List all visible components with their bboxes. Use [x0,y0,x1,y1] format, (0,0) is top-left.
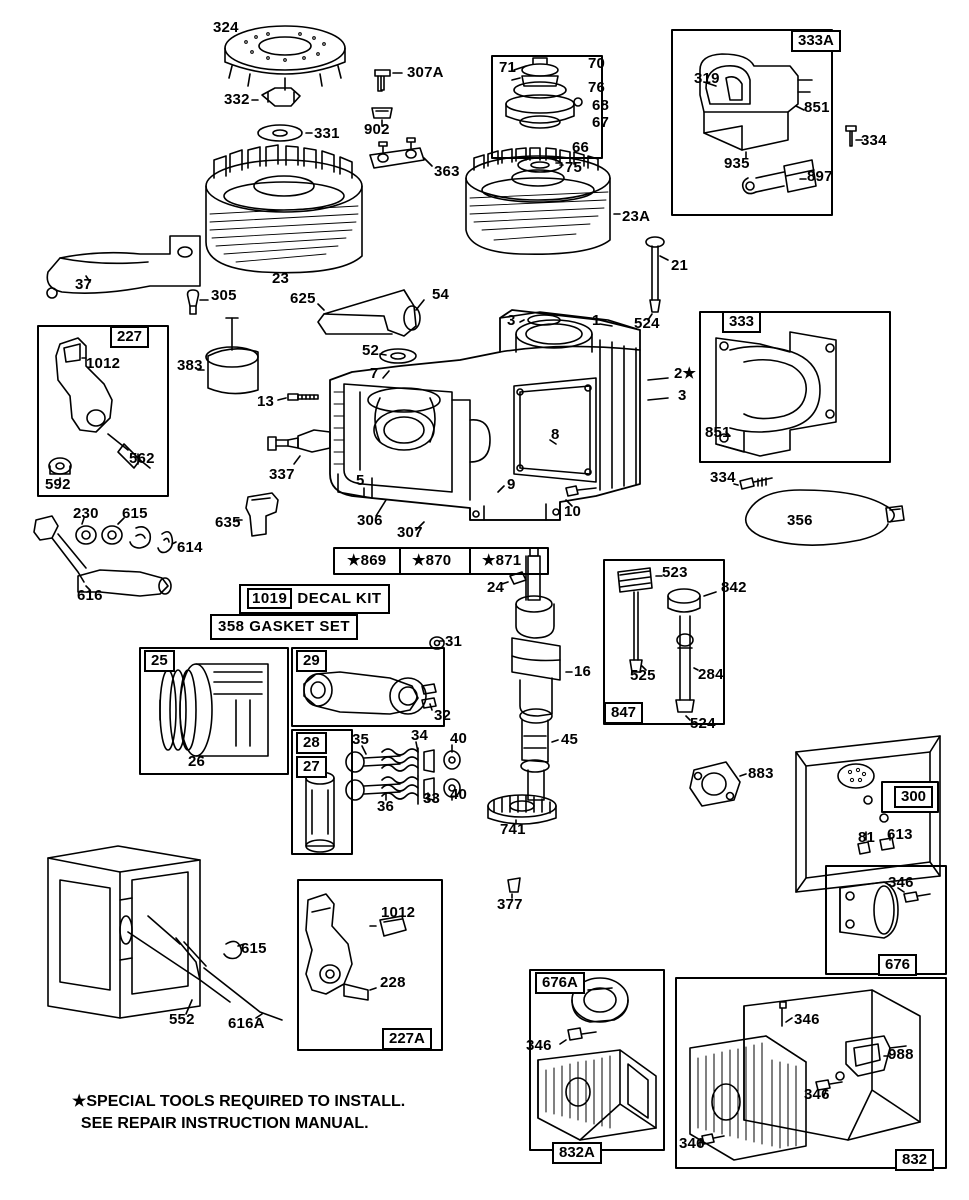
part-10-bolt [566,486,596,496]
part-1-cylinder-block [268,310,640,520]
callout-625: 625 [290,290,316,307]
callout-337: 337 [269,466,295,483]
part-13-screw [288,394,318,400]
callout-71: 71 [499,59,517,76]
part-635-boot [246,493,278,536]
callout-832A: 832A [552,1142,602,1164]
part-332-nut [262,88,300,106]
leader-1 [600,324,612,326]
leader-851a [796,106,804,110]
callout-334-top: 334 [861,132,887,149]
callout-76: 76 [588,79,606,96]
part-fuel-tank-assembly [48,846,282,1020]
callout-33: 33 [423,790,441,807]
callout-52: 52 [362,342,380,359]
callout-332: 332 [224,91,250,108]
callout-21: 21 [671,257,689,274]
part-615-washer [102,526,122,544]
decal-kit-number: 1019 [247,588,292,609]
callout-67: 67 [592,114,610,131]
callout-28: 28 [296,732,327,754]
leader-32 [430,704,432,710]
part-324-rotating-screen [225,26,345,90]
leader-21 [660,256,668,260]
part-37-shroud [47,236,200,298]
decal-kit-box [239,584,390,614]
callout-3-right: 3 [678,387,687,404]
callout-552: 552 [169,1011,195,1028]
callout-70: 70 [588,55,606,72]
callout-306: 306 [357,512,383,529]
callout-305: 305 [211,287,237,304]
callout-741: 741 [500,821,526,838]
box-676A-assembly [530,970,664,1150]
leader-228 [370,988,376,990]
callout-45: 45 [561,731,579,748]
callout-1: 1 [592,312,601,329]
callout-562: 562 [129,450,155,467]
callout-9: 9 [507,476,516,493]
callout-383: 383 [177,357,203,374]
callout-32: 32 [434,707,452,724]
part-741-gear [488,795,556,824]
callout-346-b: 346 [526,1037,552,1054]
callout-935: 935 [724,155,750,172]
callout-8: 8 [551,426,560,443]
decal-kit-label: DECAL KIT [297,590,382,607]
callout-31: 31 [445,633,463,650]
gasket-870: ★870 [412,552,452,569]
callout-851-b: 851 [705,424,731,441]
special-tools-note-line2: SEE REPAIR INSTRUCTION MANUAL. [72,1115,369,1132]
callout-356: 356 [787,512,813,529]
callout-81: 81 [858,829,876,846]
part-334-screw-lower [740,478,772,489]
callout-34: 34 [411,727,429,744]
callout-75: 75 [565,159,583,176]
callout-613: 613 [887,826,913,843]
callout-13: 13 [257,393,275,410]
callout-5: 5 [356,472,365,489]
callout-25: 25 [144,650,175,672]
callout-635: 635 [215,514,241,531]
callout-897: 897 [807,168,833,185]
callout-988: 988 [888,1046,914,1063]
callout-832: 832 [895,1149,934,1171]
part-616-lever [34,516,171,596]
leader-52 [380,354,386,355]
callout-230: 230 [73,505,99,522]
part-21-rod [646,237,664,312]
part-363-bracket [370,138,432,168]
callout-883: 883 [748,765,774,782]
callout-324: 324 [213,19,239,36]
callout-334-b: 334 [710,469,736,486]
gasket-869: ★869 [347,552,387,569]
callout-37: 37 [75,276,93,293]
box-227A-assembly [298,880,442,1050]
leader-7 [383,371,389,378]
callout-525: 525 [630,667,656,684]
callout-40-b: 40 [450,786,468,803]
gasket-set-number: 358 [218,618,245,635]
callout-26: 26 [188,753,206,770]
part-883-gasket [690,762,740,806]
callout-524-b: 524 [690,715,716,732]
callout-16: 16 [574,663,592,680]
callout-902: 902 [364,121,390,138]
callout-346-a: 346 [888,874,914,891]
callout-847: 847 [604,702,643,724]
leader-9 [498,486,504,492]
callout-66: 66 [572,139,590,156]
callout-346-e: 346 [679,1135,705,1152]
part-16-crankshaft [512,548,560,800]
callout-319: 319 [694,70,720,87]
callout-40-a: 40 [450,730,468,747]
callout-1012-b: 1012 [381,904,416,921]
box-832-assembly [676,978,946,1168]
callout-36: 36 [377,798,395,815]
callout-333: 333 [722,311,761,333]
callout-227: 227 [110,326,149,348]
callout-676: 676 [878,954,917,976]
callout-676A: 676A [535,972,585,994]
leader-54 [416,300,424,310]
part-23-flywheel [206,145,362,273]
callout-10: 10 [564,503,582,520]
leader-3top [520,320,524,322]
special-tools-note-line1: ★SPECIAL TOOLS REQUIRED TO INSTALL. [72,1093,406,1110]
callout-228: 228 [380,974,406,991]
leader-45 [552,740,558,742]
callout-307A: 307A [407,64,444,81]
leader-2star [648,378,668,380]
callout-35: 35 [352,731,370,748]
callout-616: 616 [77,587,103,604]
callout-2-star: 2★ [674,365,697,382]
part-52-gasket [380,349,416,363]
callout-842: 842 [721,579,747,596]
callout-23A: 23A [622,208,651,225]
callout-27: 27 [296,756,327,778]
callout-363: 363 [434,163,460,180]
part-307A-screw [375,70,390,91]
callout-307: 307 [397,524,423,541]
part-300-muffler [796,736,969,892]
callout-615-b: 615 [241,940,267,957]
callout-3-top: 3 [507,312,516,329]
part-383-bushing [206,318,258,394]
callout-614: 614 [177,539,203,556]
leader-346c [786,1018,792,1022]
callout-377: 377 [497,896,523,913]
leader-3right [648,398,668,400]
callout-1012-a: 1012 [86,355,121,372]
callout-524-top: 524 [634,315,660,332]
callout-68: 68 [592,97,610,114]
callout-227A: 227A [382,1028,432,1050]
callout-851-top: 851 [804,99,830,116]
callout-346-d: 346 [804,1086,830,1103]
part-230-washer [76,526,96,544]
callout-331: 331 [314,125,340,142]
callout-523: 523 [662,564,688,581]
leader-13 [278,398,286,400]
gasket-set-label: GASKET SET [249,618,351,635]
box-227-assembly [38,326,168,496]
callout-24: 24 [487,579,505,596]
box-333A-assembly [672,30,832,215]
part-377-plug [508,878,520,892]
callout-592: 592 [45,476,71,493]
part-23A-flywheel [466,148,610,254]
part-614-clip [130,527,172,553]
leader-346b [560,1040,566,1044]
callout-54: 54 [432,286,450,303]
callout-300: 300 [894,786,933,808]
callout-346-c: 346 [794,1011,820,1028]
gasket-871: ★871 [482,552,522,569]
leader-625 [318,304,324,310]
leader-337 [294,456,300,464]
callout-7: 7 [370,365,379,382]
callout-333A: 333A [791,30,841,52]
part-331-washer [258,125,302,141]
callout-23: 23 [272,270,290,287]
part-902-spacer [372,108,392,118]
callout-29: 29 [296,650,327,672]
callout-616A: 616A [228,1015,265,1032]
gasket-set-box [210,614,358,640]
callout-284: 284 [698,666,724,683]
part-334-screw-top [846,126,856,146]
part-356-cable [746,490,904,545]
part-625-breather-tube [318,290,420,336]
leader-842 [704,592,716,596]
part-305-screw [188,290,199,314]
callout-615: 615 [122,505,148,522]
leader-883 [740,774,746,776]
box-847-oil-fill [604,560,724,724]
